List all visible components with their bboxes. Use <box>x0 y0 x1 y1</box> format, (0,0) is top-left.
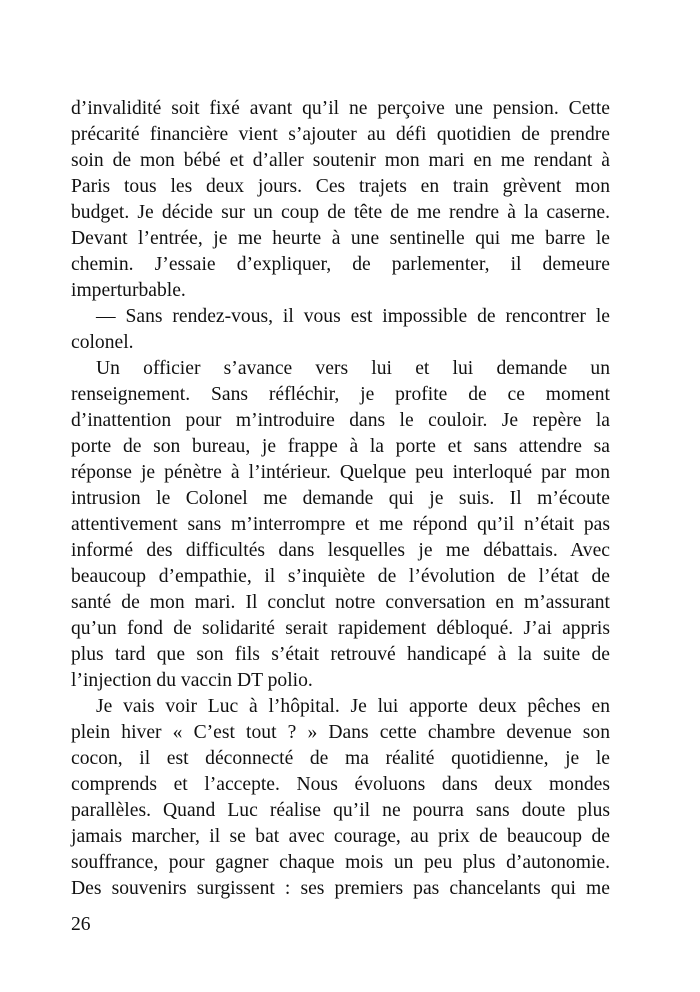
text-line: qu’un fond de solidarité serait rapidement débloqué. J’ai appris <box>71 618 610 639</box>
text-line: réponse je pénètre à l’intérieur. Quelque peu interloqué par mon <box>71 462 610 483</box>
text-line: Un officier s’avance vers lui et lui demande un <box>96 358 610 379</box>
text-line: Paris tous les deux jours. Ces trajets en train grèvent mon <box>71 176 610 197</box>
text-line: d’inattention pour m’introduire dans le couloir. Je repère la <box>71 410 610 431</box>
text-line: Devant l’entrée, je me heurte à une sentinelle qui me barre le <box>71 228 610 249</box>
text-line: colonel. <box>71 332 134 353</box>
text-line: jamais marcher, il se bat avec courage, au prix de beaucoup de <box>71 826 610 847</box>
text-line: — Sans rendez-vous, il vous est impossible de rencontrer le <box>96 306 610 327</box>
text-line: souffrance, pour gagner chaque mois un peu plus d’autonomie. <box>71 852 610 873</box>
text-line: beaucoup d’empathie, il s’inquiète de l’évolution de l’état de <box>71 566 610 587</box>
text-line: plein hiver « C’est tout ? » Dans cette chambre devenue son <box>71 722 610 743</box>
text-line: l’injection du vaccin DT polio. <box>71 670 313 691</box>
text-line: budget. Je décide sur un coup de tête de me rendre à la caserne. <box>71 202 610 223</box>
text-line: plus tard que son fils s’était retrouvé handicapé à la suite de <box>71 644 610 665</box>
text-line: intrusion le Colonel me demande qui je suis. Il m’écoute <box>71 488 610 509</box>
text-line: cocon, il est déconnecté de ma réalité quotidienne, je le <box>71 748 610 769</box>
text-line: porte de son bureau, je frappe à la porte et sans attendre sa <box>71 436 610 457</box>
text-line: d’invalidité soit fixé avant qu’il ne perçoive une pension. Cette <box>71 98 610 119</box>
text-line: soin de mon bébé et d’aller soutenir mon mari en me rendant à <box>71 150 610 171</box>
text-line: imperturbable. <box>71 280 186 301</box>
text-line: comprends et l’accepte. Nous évoluons dans deux mondes <box>71 774 610 795</box>
text-line: attentivement sans m’interrompre et me répond qu’il n’était pas <box>71 514 610 535</box>
text-line: informé des difficultés dans lesquelles je me débattais. Avec <box>71 540 610 561</box>
text-line: précarité financière vient s’ajouter au défi quotidien de prendre <box>71 124 610 145</box>
text-line: parallèles. Quand Luc réalise qu’il ne pourra sans doute plus <box>71 800 610 821</box>
text-line: renseignement. Sans réfléchir, je profite de ce moment <box>71 384 610 405</box>
text-line: Je vais voir Luc à l’hôpital. Je lui apporte deux pêches en <box>96 696 610 717</box>
text-line: chemin. J’essaie d’expliquer, de parlementer, il demeure <box>71 254 610 275</box>
text-line: santé de mon mari. Il conclut notre conversation en m’assurant <box>71 592 610 613</box>
text-line: Des souvenirs surgissent : ses premiers pas chancelants qui me <box>71 878 610 899</box>
body-text <box>71 96 610 902</box>
page-number: 26 <box>71 914 91 935</box>
